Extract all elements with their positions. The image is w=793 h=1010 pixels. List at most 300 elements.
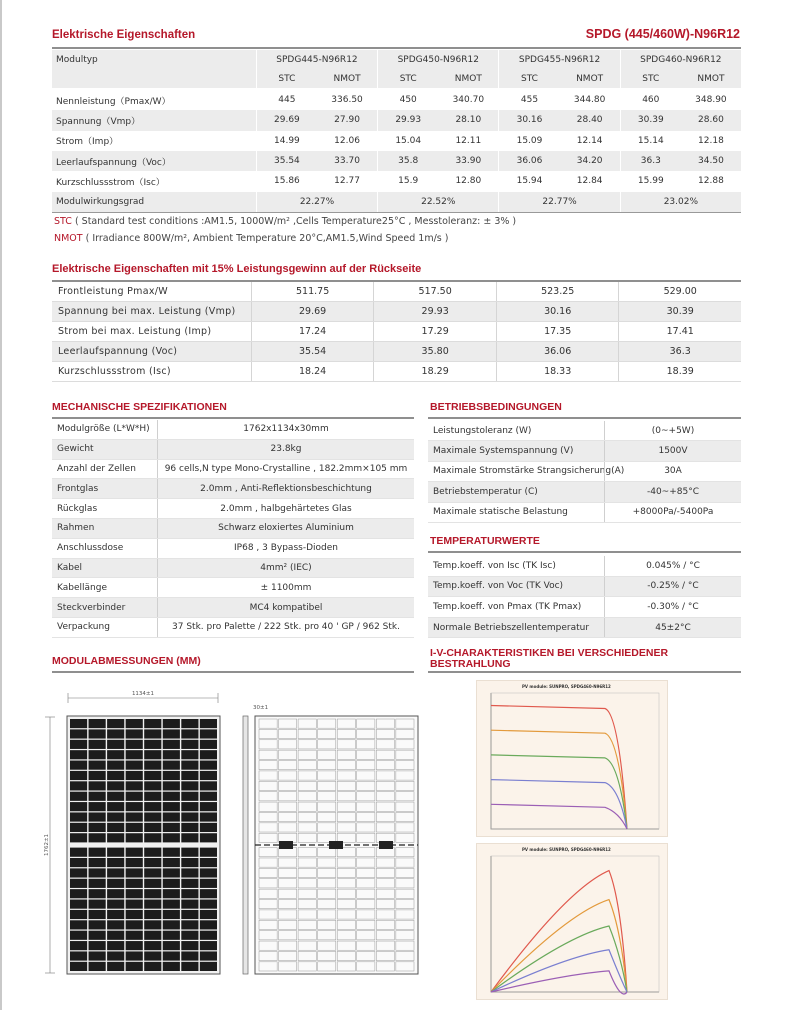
front-solar-cell: [144, 802, 161, 811]
iv-current-curve: [491, 706, 627, 830]
electrical-value: 12.84: [576, 176, 603, 187]
front-solar-cell: [70, 781, 87, 790]
electrical-row: [52, 110, 741, 130]
front-solar-cell: [107, 761, 124, 770]
front-solar-cell: [181, 879, 198, 888]
front-solar-cell: [70, 729, 87, 738]
front-solar-cell: [181, 962, 198, 971]
front-solar-cell: [89, 920, 106, 929]
front-solar-cell: [144, 962, 161, 971]
spec-value: 23.8kg: [157, 440, 414, 459]
front-solar-cell: [107, 719, 124, 728]
front-solar-cell: [144, 889, 161, 898]
gain-row-label: Kurzschlussstrom (Isc): [58, 366, 171, 377]
iv-current-curve: [491, 804, 627, 829]
front-solar-cell: [144, 879, 161, 888]
gain-value: 36.3: [618, 342, 741, 361]
spec-row: [52, 499, 414, 519]
stc-header: STC: [521, 73, 538, 84]
front-solar-cell: [144, 750, 161, 759]
value-group: [498, 171, 619, 191]
spec-label: Gewicht: [57, 444, 94, 455]
spec-row: [428, 556, 741, 577]
front-solar-cell: [107, 771, 124, 780]
model-name: SPDG445-N96R12: [256, 50, 377, 69]
front-solar-cell: [163, 900, 180, 909]
front-solar-cell: [89, 962, 106, 971]
front-solar-cell: [200, 962, 217, 971]
front-solar-cell: [126, 868, 143, 877]
iv-current-curve: [491, 755, 627, 829]
front-solar-cell: [181, 761, 198, 770]
front-solar-cell: [107, 858, 124, 867]
electrical-value: 30.39: [637, 115, 664, 126]
front-solar-cell: [70, 761, 87, 770]
front-solar-cell: [181, 910, 198, 919]
front-solar-cell: [126, 792, 143, 801]
front-solar-cell: [126, 802, 143, 811]
iv-chart-1-caption: PV module: SUNPRO, SPDG460-N96R12: [522, 684, 611, 689]
value-group: [620, 171, 741, 191]
spec-value: 4mm² (IEC): [157, 559, 414, 578]
electrical-value: 450: [399, 95, 417, 106]
gain-value: 523.25: [496, 282, 619, 301]
front-solar-cell: [163, 823, 180, 832]
front-solar-cell: [89, 951, 106, 960]
front-solar-cell: [70, 889, 87, 898]
front-solar-cell: [126, 910, 143, 919]
front-solar-cell: [144, 858, 161, 867]
front-solar-cell: [70, 719, 87, 728]
front-solar-cell: [89, 740, 106, 749]
spec-label: Maximale Systemspannung (V): [433, 446, 574, 457]
gain-row-label: Strom bei max. Leistung (Imp): [58, 326, 212, 337]
spec-row: [52, 598, 414, 618]
front-solar-cell: [144, 812, 161, 821]
front-solar-cell: [163, 951, 180, 960]
electrical-value: 15.9: [398, 176, 419, 187]
stc-nmot-group: [256, 69, 377, 88]
efficiency-value: 22.27%: [256, 192, 377, 212]
spec-label: Steckverbinder: [57, 602, 126, 613]
spec-row: [52, 578, 414, 598]
front-solar-cell: [163, 812, 180, 821]
spec-value: -0.30% / °C: [604, 597, 741, 617]
iv-plot-frame: [491, 856, 659, 992]
front-solar-cell: [89, 931, 106, 940]
depth-dimension-label: 30±1: [253, 705, 269, 711]
value-group: [377, 110, 498, 130]
electrical-value: 15.09: [516, 135, 543, 146]
front-solar-cell: [126, 951, 143, 960]
electrical-row-label: Leerlaufspannung（Voc）: [56, 157, 171, 168]
front-solar-cell: [107, 848, 124, 857]
front-solar-cell: [144, 792, 161, 801]
note-stc-text: ( Standard test conditions :AM1.5, 1000W/m² ,Cells Temperature25°C , Messtoleranz: ± 3% ): [74, 216, 517, 227]
iv-plot-frame: [491, 693, 659, 829]
stc-header: STC: [278, 73, 296, 84]
front-solar-cell: [181, 941, 198, 950]
note-nmot: [54, 233, 448, 244]
front-solar-cell: [200, 879, 217, 888]
front-solar-cell: [89, 868, 106, 877]
value-group: [498, 110, 619, 130]
spec-row: [428, 441, 741, 461]
mech-rule: [52, 417, 414, 419]
electrical-value: 29.69: [274, 115, 300, 126]
temp-rule: [428, 551, 741, 553]
electrical-row: [52, 171, 741, 191]
front-solar-cell: [163, 761, 180, 770]
front-solar-cell: [89, 823, 106, 832]
electrical-value: 12.14: [576, 135, 603, 146]
front-solar-cell: [181, 740, 198, 749]
spec-row: [428, 577, 741, 598]
front-solar-cell: [107, 833, 124, 842]
front-solar-cell: [107, 792, 124, 801]
spec-row: [428, 597, 741, 618]
electrical-value: 36.06: [516, 156, 543, 167]
electrical-value: 35.8: [398, 156, 419, 167]
spec-value: IP68 , 3 Bypass-Dioden: [157, 539, 414, 558]
gain-row-label: Spannung bei max. Leistung (Vmp): [58, 306, 236, 317]
front-solar-cell: [70, 941, 87, 950]
front-solar-cell: [89, 729, 106, 738]
front-solar-cell: [89, 750, 106, 759]
front-solar-cell: [107, 750, 124, 759]
section-title-betriebsbedingungen: BETRIEBSBEDINGUNGEN: [430, 401, 562, 413]
electrical-value: 12.88: [698, 176, 724, 187]
iv-title-line-2: BESTRAHLUNG: [430, 658, 511, 670]
spec-row: [52, 519, 414, 539]
front-solar-cell: [126, 781, 143, 790]
front-solar-cell: [200, 868, 217, 877]
gain-value: 36.06: [496, 342, 619, 361]
front-solar-cell: [144, 910, 161, 919]
front-solar-cell: [163, 931, 180, 940]
front-solar-cell: [107, 941, 124, 950]
front-solar-cell: [107, 889, 124, 898]
gain-value: 35.54: [251, 342, 374, 361]
front-solar-cell: [163, 750, 180, 759]
spec-value: 1500V: [604, 441, 741, 460]
front-solar-cell: [163, 771, 180, 780]
gain-row: [52, 302, 741, 322]
model-name: SPDG455-N96R12: [498, 50, 619, 69]
spec-row: [52, 539, 414, 559]
front-solar-cell: [181, 858, 198, 867]
front-solar-cell: [107, 951, 124, 960]
stc-nmot-group: [377, 69, 498, 88]
spec-value: Schwarz eloxiertes Aluminium: [157, 519, 414, 538]
electrical-row-label: Nennleistung（Pmax/W）: [56, 96, 171, 107]
front-solar-cell: [200, 900, 217, 909]
spec-value: MC4 kompatibel: [157, 598, 414, 617]
module-dimension-drawing: [40, 685, 430, 985]
front-solar-cell: [163, 858, 180, 867]
front-solar-cell: [126, 761, 143, 770]
front-solar-cell: [89, 858, 106, 867]
front-solar-cell: [200, 833, 217, 842]
spec-label: Temp.koeff. von Isc (TK Isc): [433, 560, 556, 571]
spec-value: 0.045% / °C: [604, 556, 741, 576]
front-solar-cell: [181, 792, 198, 801]
section-title-leistungsgewinn: Elektrische Eigenschaften mit 15% Leistungsgewinn auf der Rückseite: [52, 263, 422, 275]
front-solar-cell: [144, 823, 161, 832]
front-solar-cell: [70, 848, 87, 857]
spec-label: Leistungstoleranz (W): [433, 425, 532, 436]
front-solar-cell: [200, 761, 217, 770]
front-solar-cell: [200, 812, 217, 821]
front-solar-cell: [89, 900, 106, 909]
electrical-value: 15.14: [637, 135, 664, 146]
gain-value: 17.24: [251, 322, 374, 341]
spec-value: +8000Pa/-5400Pa: [604, 503, 741, 522]
gain-value: 30.16: [496, 302, 619, 321]
front-solar-cell: [126, 848, 143, 857]
models-header-row: [52, 50, 741, 69]
front-solar-cell: [200, 858, 217, 867]
front-solar-cell: [144, 868, 161, 877]
front-solar-cell: [70, 910, 87, 919]
spec-value: (0~+5W): [604, 421, 741, 440]
front-solar-cell: [163, 941, 180, 950]
front-solar-cell: [70, 868, 87, 877]
front-solar-cell: [181, 802, 198, 811]
front-solar-cell: [126, 900, 143, 909]
front-solar-cell: [126, 920, 143, 929]
front-solar-cell: [89, 833, 106, 842]
front-solar-cell: [107, 910, 124, 919]
value-group: [256, 90, 377, 110]
spec-value: ± 1100mm: [157, 578, 414, 597]
spec-label: Maximale Stromstärke Strangsicherung(A): [433, 466, 625, 477]
value-group: [498, 131, 619, 151]
front-solar-cell: [126, 889, 143, 898]
spec-value: -40~+85°C: [604, 482, 741, 501]
front-solar-cell: [163, 910, 180, 919]
front-solar-cell: [70, 833, 87, 842]
iv-chart-2-plot: [477, 844, 667, 999]
electrical-value: 34.20: [576, 156, 603, 167]
spec-row: [52, 618, 414, 638]
front-solar-cell: [107, 931, 124, 940]
front-solar-cell: [181, 833, 198, 842]
iv-chart-current: [476, 680, 668, 837]
section-title-temperaturwerte: TEMPERATURWERTE: [430, 535, 540, 547]
front-solar-cell: [200, 823, 217, 832]
front-solar-cell: [70, 879, 87, 888]
iv-axes: [491, 856, 659, 992]
front-solar-cell: [144, 931, 161, 940]
value-group: [620, 110, 741, 130]
front-solar-cell: [181, 771, 198, 780]
gain-value: 18.39: [618, 362, 741, 381]
front-solar-cell: [126, 740, 143, 749]
spec-row: [52, 420, 414, 440]
front-solar-cell: [89, 941, 106, 950]
gain-row: [52, 362, 741, 382]
front-solar-cell: [181, 719, 198, 728]
stc-header: STC: [399, 73, 417, 84]
iv-chart-2-caption: PV module: SUNPRO, SPDG460-N96R12: [522, 847, 611, 852]
front-solar-cell: [126, 962, 143, 971]
front-solar-cell: [70, 900, 87, 909]
height-dimension-label: 1762±1: [44, 833, 50, 857]
gain-value: 529.00: [618, 282, 741, 301]
spec-label: Maximale statische Belastung: [433, 507, 568, 518]
spec-value: 30A: [604, 462, 741, 481]
front-solar-cell: [200, 771, 217, 780]
electrical-value: 14.99: [274, 135, 300, 146]
spec-value: 37 Stk. pro Palette / 222 Stk. pro 40 ' GP / 962 Stk.: [157, 618, 414, 637]
front-solar-cell: [126, 879, 143, 888]
iv-title-line-1: I-V-CHARAKTERISTIKEN BEI VERSCHIEDENER: [430, 647, 669, 659]
front-solar-cell: [181, 812, 198, 821]
front-solar-cell: [70, 951, 87, 960]
front-solar-cell: [70, 823, 87, 832]
front-solar-cell: [181, 868, 198, 877]
value-group: [620, 90, 741, 110]
front-solar-cell: [163, 889, 180, 898]
electrical-value: 12.06: [334, 135, 360, 146]
gain-value: 18.29: [373, 362, 496, 381]
front-solar-cell: [144, 920, 161, 929]
front-solar-cell: [107, 900, 124, 909]
front-solar-cell: [144, 771, 161, 780]
front-solar-cell: [200, 889, 217, 898]
note-nmot-text: ( Irradiance 800W/m², Ambient Temperature 20°C,AM1.5,Wind Speed 1m/s ): [85, 233, 449, 244]
front-solar-cell: [89, 771, 106, 780]
electrical-value: 12.11: [455, 135, 482, 146]
spec-label: Modulgröße (L*W*H): [57, 424, 150, 435]
gain-value: 517.50: [373, 282, 496, 301]
spec-value: -0.25% / °C: [604, 577, 741, 597]
width-dimension-label: 1134±1: [131, 691, 155, 697]
front-solar-cell: [126, 771, 143, 780]
front-solar-cell: [126, 812, 143, 821]
section-title-mechanische: MECHANISCHE SPEZIFIKATIONEN: [52, 401, 227, 413]
front-solar-cell: [200, 729, 217, 738]
gain-value: 17.29: [373, 322, 496, 341]
front-solar-cell: [144, 833, 161, 842]
front-solar-cell: [144, 761, 161, 770]
front-solar-cell: [163, 879, 180, 888]
gain-value: 511.75: [251, 282, 374, 301]
front-solar-cell: [126, 729, 143, 738]
front-solar-cell: [70, 931, 87, 940]
front-solar-cell: [200, 920, 217, 929]
front-solar-cell: [181, 750, 198, 759]
front-solar-cell: [200, 740, 217, 749]
value-group: [377, 151, 498, 171]
electrical-row: [52, 90, 741, 110]
gain-row: [52, 342, 741, 362]
electrical-value: 33.90: [455, 156, 482, 167]
front-solar-cell: [89, 848, 106, 857]
front-solar-cell: [144, 900, 161, 909]
note-stc-key: STC: [54, 216, 72, 227]
front-solar-cell: [163, 792, 180, 801]
front-solar-cell: [200, 941, 217, 950]
front-solar-cell: [181, 951, 198, 960]
gain-value: 29.69: [251, 302, 374, 321]
spec-row: [52, 479, 414, 499]
spec-value: 2.0mm , halbgehärtetes Glas: [157, 499, 414, 518]
electrical-value: 15.04: [395, 135, 422, 146]
front-solar-cell: [126, 941, 143, 950]
front-solar-cell: [144, 951, 161, 960]
front-solar-cell: [200, 802, 217, 811]
front-solar-cell: [144, 719, 161, 728]
efficiency-value: 22.77%: [498, 192, 619, 212]
electrical-value: 348.90: [695, 95, 727, 106]
stc-nmot-group: [620, 69, 741, 88]
front-solar-cell: [89, 910, 106, 919]
nmot-header: NMOT: [576, 73, 604, 84]
front-solar-cell: [70, 740, 87, 749]
model-name: SPDG450-N96R12: [377, 50, 498, 69]
spec-label: Anzahl der Zellen: [57, 463, 136, 474]
front-solar-cell: [200, 910, 217, 919]
stc-nmot-group: [498, 69, 619, 88]
front-solar-cell: [181, 920, 198, 929]
front-solar-cell: [163, 962, 180, 971]
front-solar-cell: [181, 889, 198, 898]
spec-label: Anschlussdose: [57, 543, 124, 554]
section-title-iv: [430, 648, 668, 670]
front-solar-cell: [144, 740, 161, 749]
electrical-value: 455: [520, 95, 539, 106]
spec-label: Frontglas: [57, 483, 99, 494]
front-solar-cell: [144, 781, 161, 790]
gain-value: 35.80: [373, 342, 496, 361]
front-solar-cell: [89, 879, 106, 888]
page-left-border: [0, 0, 2, 1010]
electrical-row: [52, 131, 741, 151]
front-solar-cell: [200, 792, 217, 801]
spec-label: Rückglas: [57, 503, 98, 514]
value-group: [377, 90, 498, 110]
efficiency-value: 23.02%: [620, 192, 741, 212]
front-solar-cell: [126, 858, 143, 867]
iv-chart-power: [476, 843, 668, 1000]
nmot-header: NMOT: [333, 73, 361, 84]
value-group: [498, 90, 619, 110]
efficiency-label: Modulwirkungsgrad: [56, 196, 145, 207]
front-solar-cell: [89, 781, 106, 790]
electrical-value: 27.90: [334, 115, 360, 126]
spec-row: [428, 421, 741, 441]
stc-header: STC: [642, 73, 660, 84]
front-solar-cell: [70, 771, 87, 780]
value-group: [620, 151, 741, 171]
spec-value: 45±2°C: [604, 618, 741, 638]
front-solar-cell: [200, 931, 217, 940]
electrical-value: 15.86: [274, 176, 300, 187]
gain-value: 29.93: [373, 302, 496, 321]
front-solar-cell: [107, 740, 124, 749]
front-solar-cell: [126, 931, 143, 940]
spec-value: 2.0mm , Anti-Reflektionsbeschichtung: [157, 479, 414, 498]
electrical-value: 34.50: [698, 156, 724, 167]
front-solar-cell: [163, 781, 180, 790]
gain-row: [52, 282, 741, 302]
modultyp-label: Modultyp: [56, 54, 98, 65]
electrical-value: 15.94: [516, 176, 543, 187]
iv-rule: [428, 671, 741, 673]
electrical-value: 28.60: [698, 115, 724, 126]
